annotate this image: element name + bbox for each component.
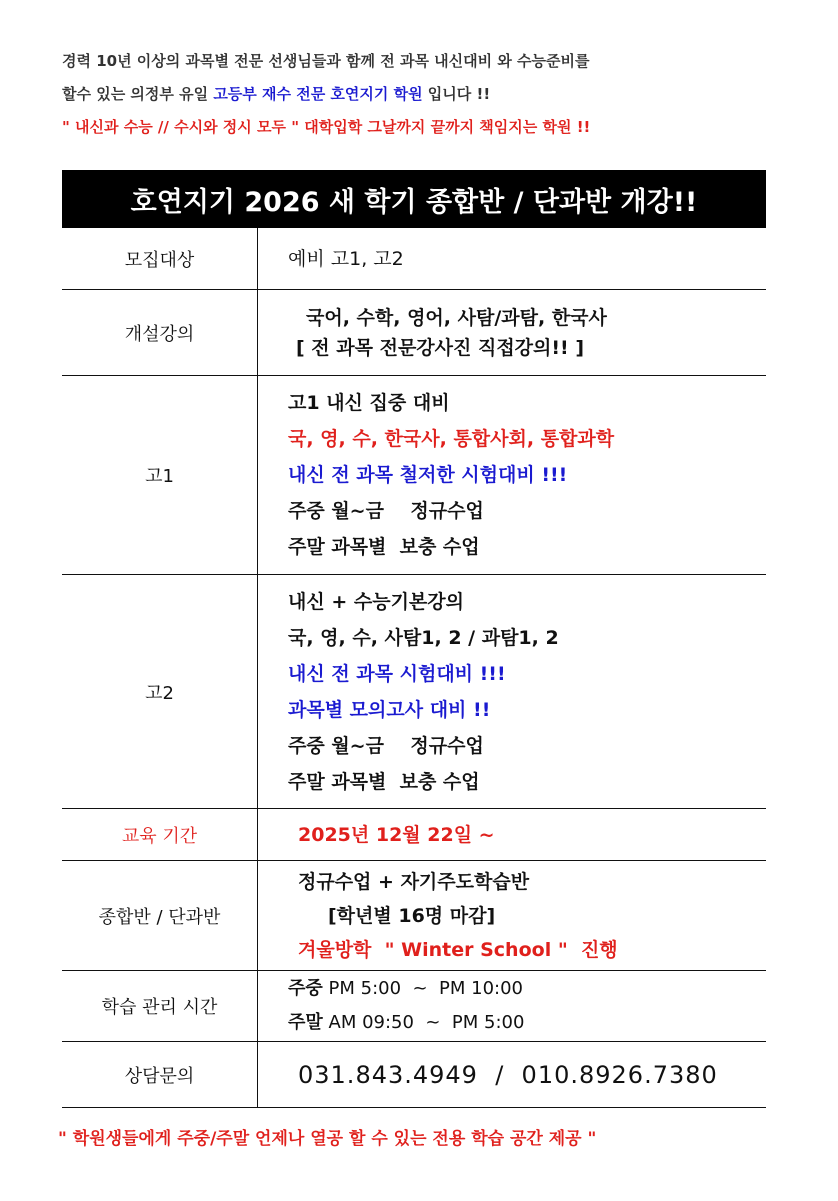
- class-line-1: 정규수업 + 자기주도학습반: [298, 870, 530, 893]
- time-value-cell: [258, 971, 766, 1041]
- table-row-time: [62, 971, 766, 1042]
- intro-line-2: [62, 83, 490, 104]
- grade1-weekday: 주중 월~금 정규수업: [288, 500, 484, 522]
- time-weekday-label: 주중: [288, 978, 323, 999]
- intro-slogan: " 내신과 수능 // 수시와 정시 모두 " 대학입학 그날까지 끝까지 책임지는 학원 !!: [62, 118, 591, 136]
- time-weekend: [288, 1006, 766, 1040]
- time-weekend-label: 주말: [288, 1012, 323, 1033]
- period-value-cell: [258, 809, 766, 860]
- class-capacity: [학년별 16명 마감]: [328, 904, 496, 927]
- table-row-course: [62, 290, 766, 376]
- table-row-target: [62, 228, 766, 290]
- period-value: 2025년 12월 22일 ~: [298, 823, 495, 846]
- intro-line-2-pre: 할수 있는 의정부 유일: [62, 85, 214, 103]
- class-value-cell: [258, 861, 766, 970]
- grade2-weekday: 주중 월~금 정규수업: [288, 734, 484, 757]
- intro-academy-highlight: 고등부 재수 전문 호연지기 학원: [213, 85, 423, 103]
- course-note: [ 전 과목 전문강사진 직접강의!! ]: [296, 336, 585, 359]
- intro-line-1: 경력 10년 이상의 과목별 전문 선생님들과 함께 전 과목 내신대비 와 수능준비를: [62, 52, 590, 70]
- grade2-value-cell: [258, 575, 766, 808]
- table-row-grade2: [62, 575, 766, 809]
- course-label: 개설강의: [62, 290, 258, 375]
- contact-value-cell: [258, 1042, 766, 1107]
- grade2-label: 고2: [62, 575, 258, 808]
- grade2-subjects: 국, 영, 수, 사탐1, 2 / 과탐1, 2: [288, 626, 559, 649]
- table-row-contact: [62, 1042, 766, 1108]
- grade2-exam-prep: 내신 전 과목 시험대비 !!!: [288, 662, 506, 685]
- target-value-cell: [258, 228, 766, 289]
- course-subjects: 국어, 수학, 영어, 사탐/과탐, 한국사: [306, 306, 607, 329]
- contact-label: 상담문의: [62, 1042, 258, 1107]
- intro-line-2-post: 입니다 !!: [422, 85, 491, 103]
- info-table: [62, 228, 766, 1108]
- table-row-class: [62, 861, 766, 971]
- grade1-weekend: 주말 과목별 보충 수업: [288, 536, 480, 558]
- grade1-label: 고1: [62, 376, 258, 574]
- grade1-line-1: 고1 내신 집중 대비: [288, 392, 450, 414]
- time-label: 학습 관리 시간: [62, 971, 258, 1041]
- target-value: 예비 고1, 고2: [288, 247, 404, 270]
- grade2-weekend: 주말 과목별 보충 수업: [288, 770, 480, 793]
- time-weekend-value: AM 09:50 ~ PM 5:00: [328, 1012, 525, 1033]
- contact-phone: 031.843.4949 / 010.8926.7380: [298, 1060, 718, 1089]
- time-weekday: [288, 972, 766, 1006]
- table-row-period: [62, 809, 766, 861]
- class-winter-school: 겨울방학 " Winter School " 진행: [298, 938, 618, 961]
- time-weekday-value: PM 5:00 ~ PM 10:00: [328, 978, 523, 999]
- target-label: 모집대상: [62, 228, 258, 289]
- period-label: 교육 기간: [62, 809, 258, 860]
- page-title: 호연지기 2026 새 학기 종합반 / 단과반 개강!!: [62, 170, 766, 228]
- grade2-line-1: 내신 + 수능기본강의: [288, 590, 464, 613]
- footer-note: " 학원생들에게 주중/주말 언제나 열공 할 수 있는 전용 학습 공간 제공 ": [58, 1129, 597, 1149]
- grade2-mock-exam: 과목별 모의고사 대비 !!: [288, 698, 491, 721]
- grade1-exam-prep: 내신 전 과목 철저한 시험대비 !!!: [288, 464, 568, 486]
- class-label: 종합반 / 단과반: [62, 861, 258, 970]
- course-value-cell: [258, 290, 766, 375]
- grade1-value-cell: [258, 376, 766, 574]
- grade1-subjects: 국, 영, 수, 한국사, 통합사회, 통합과학: [288, 428, 615, 450]
- table-row-grade1: [62, 376, 766, 575]
